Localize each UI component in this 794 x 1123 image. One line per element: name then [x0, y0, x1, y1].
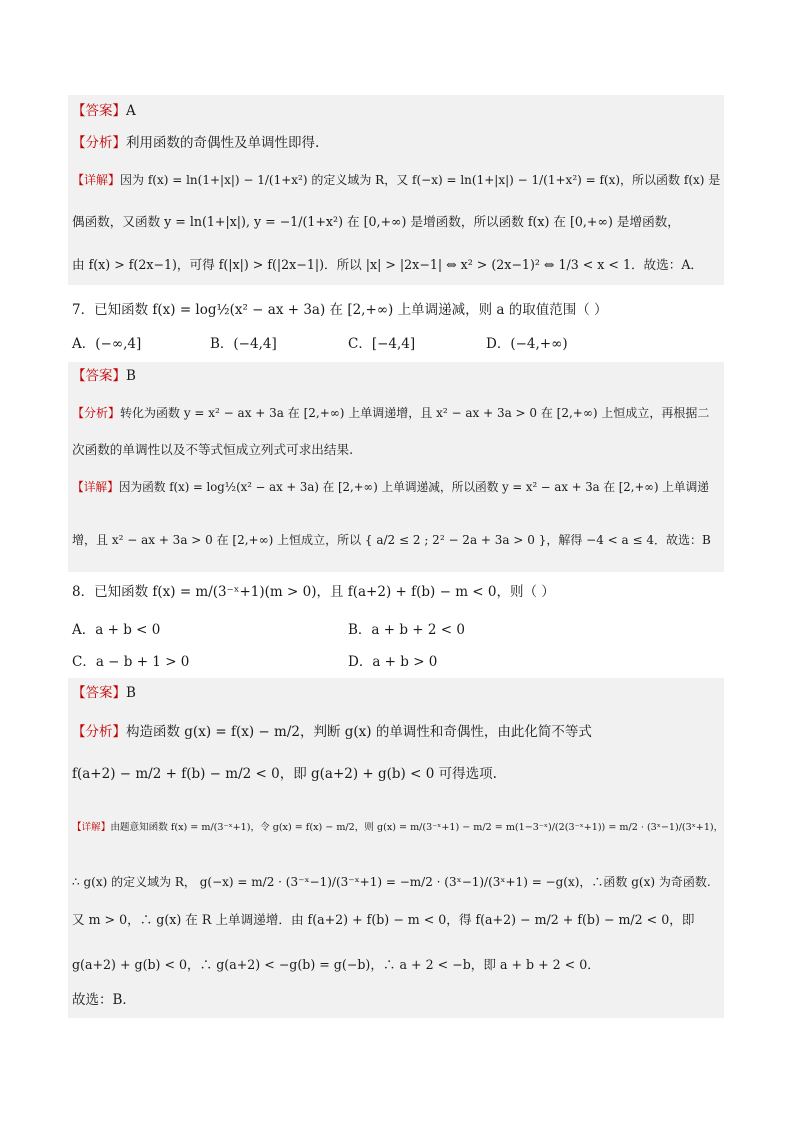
q8-answer-line: [72, 683, 136, 703]
q7-detail-line-1: [72, 477, 709, 497]
q8-detail-line-1: [72, 818, 723, 838]
detail-text: 偶函数，又函数 y = ln(1+|x|), y = −1/(1+x²) 在 [0,+∞) 是增函数，所以函数 f(x) 在 [0,+∞) 是增函数，: [72, 214, 680, 229]
detail-text: g(a+2) + g(b) < 0，∴ g(a+2) < −g(b) = g(−b)，∴ a + 2 < −b，即 a + b + 2 < 0．: [72, 957, 600, 972]
detail-tag: 【详解】: [72, 173, 121, 187]
answer-tag: 【答案】: [72, 685, 126, 701]
detail-text: 增，且 x² − ax + 3a > 0 在 [2,+∞) 上恒成立，所以 { a/2 ≤ 2 ; 2² − 2a + 3a > 0 }，解得 −4 < a ≤ 4．故选：B: [72, 533, 711, 547]
q8-detail-line-2: [72, 872, 711, 892]
analysis-text: 转化为函数 y = x² − ax + 3a 在 [2,+∞) 上单调递增，且 x² − ax + 3a > 0 在 [2,+∞) 上恒成立，再根据二: [120, 406, 710, 420]
q6-detail-line-2: [72, 212, 680, 232]
answer-value: B: [126, 368, 136, 384]
detail-text: 因为 f(x) = ln(1+|x|) − 1/(1+x²) 的定义域为 R，又 f(−x) = ln(1+|x|) − 1/(1+x²) = f(x)，所以函数 f(x) 是: [120, 173, 721, 187]
q8-analysis-line-2: [72, 764, 497, 784]
q8-option-d: D．a + b > 0: [348, 654, 438, 670]
q7-analysis-line-1: [72, 403, 709, 423]
analysis-text: f(a+2) − m/2 + f(b) − m/2 < 0，即 g(a+2) + g(b) < 0 可得选项.: [72, 766, 497, 782]
q6-detail-line-3: [72, 255, 703, 275]
detail-text: 因为函数 f(x) = log½(x² − ax + 3a) 在 [2,+∞) 上单调递减，所以函数 y = x² − ax + 3a 在 [2,+∞) 上单调递: [118, 480, 709, 494]
q8-analysis-line-1: [72, 722, 592, 742]
detail-text: ∴ g(x) 的定义域为 R， g(−x) = m/2 · (3⁻ˣ−1)/(3⁻ˣ+1) = −m/2 · (3ˣ−1)/(3ˣ+1) = −g(x)，∴函数 g(x) 为奇函数.: [72, 875, 711, 889]
q8-detail-line-3: [72, 910, 694, 930]
answer-value: A: [126, 103, 136, 119]
q6-answer-line: [72, 101, 136, 121]
q8-option-c: C．a − b + 1 > 0: [72, 654, 190, 670]
analysis-tag: 【分析】: [72, 135, 126, 151]
q8-detail-line-4: [72, 955, 600, 975]
q7-option-c: C．[−4,4]: [348, 336, 416, 352]
q7-answer-line: [72, 366, 136, 386]
analysis-text: 利用函数的奇偶性及单调性即得.: [126, 135, 320, 151]
q6-detail-line-1: [72, 170, 720, 190]
detail-text: 故选：B．: [72, 992, 136, 1008]
q7-option-b: B．(−4,4]: [210, 336, 277, 352]
detail-tag: 【详解】: [72, 480, 119, 494]
answer-tag: 【答案】: [72, 103, 126, 119]
detail-text: 由题意知函数 f(x) = m/(3⁻ˣ+1)，令 g(x) = f(x) − m/2，则 g(x) = m/(3⁻ˣ+1) − m/2 = m(1−3⁻ˣ)/(2(3⁻ˣ+1)) = m/2 · (3ˣ−1)/(3ˣ+1)，: [110, 822, 724, 833]
answer-tag: 【答案】: [72, 368, 126, 384]
analysis-text: 次函数的单调性以及不等式恒成立列式可求出结果.: [72, 442, 354, 457]
analysis-text: 构造函数 g(x) = f(x) − m/2，判断 g(x) 的单调性和奇偶性，由此化简不等式: [126, 724, 592, 740]
q6-analysis-line: [72, 133, 319, 153]
analysis-tag: 【分析】: [72, 724, 126, 740]
q7-stem: 7．已知函数 f(x) = log½(x² − ax + 3a) 在 [2,+∞) 上单调递减，则 a 的取值范围（ ）: [72, 302, 608, 318]
analysis-tag: 【分析】: [72, 406, 121, 420]
detail-tag: 【详解】: [72, 822, 111, 833]
answer-value: B: [126, 685, 136, 701]
q7-analysis-line-2: [72, 440, 353, 460]
detail-text: 又 m > 0，∴ g(x) 在 R 上单调递增．由 f(a+2) + f(b) − m < 0，得 f(a+2) − m/2 + f(b) − m/2 < 0，即: [72, 912, 695, 927]
q8-detail-line-5: [72, 990, 136, 1010]
q7-option-d: D．(−4,+∞): [486, 336, 568, 352]
q8-option-a: A．a + b < 0: [72, 622, 161, 638]
q7-option-a: A．(−∞,4]: [72, 336, 142, 352]
q8-option-b: B．a + b + 2 < 0: [348, 622, 465, 638]
detail-text: 由 f(x) > f(2x−1)，可得 f(|x|) > f(|2x−1|)．所以 |x| > |2x−1| ⇔ x² > (2x−1)² ⇔ 1/3 < x < 1．故选：A．: [72, 257, 704, 272]
q7-detail-line-2: [72, 530, 711, 550]
q8-stem: 8．已知函数 f(x) = m/(3⁻ˣ+1)(m > 0)，且 f(a+2) + f(b) − m < 0，则（ ）: [72, 584, 555, 600]
